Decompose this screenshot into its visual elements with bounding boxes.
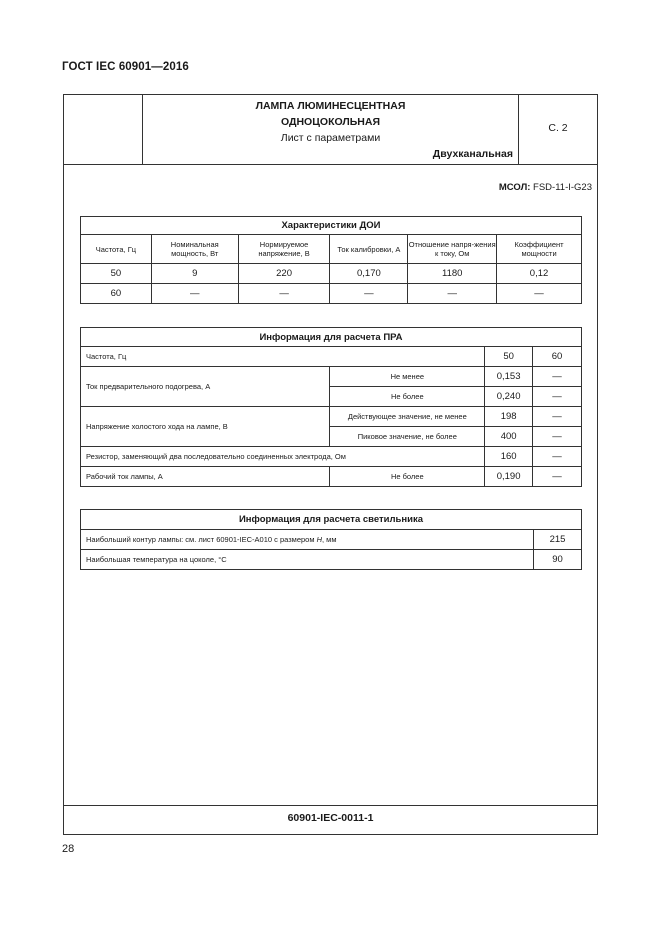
pra-condition: Не более xyxy=(330,387,485,407)
pra-label: Резистор, заменяющий два последовательно соединенных электрода, Ом xyxy=(81,447,485,467)
pra-value: — xyxy=(533,467,582,487)
pra-condition: Не менее xyxy=(330,367,485,387)
doi-cell: 60 xyxy=(81,284,152,304)
header-left-cell xyxy=(63,94,143,165)
pra-value: 50 xyxy=(485,347,533,367)
msol-label: МСОЛ: xyxy=(498,182,531,193)
luminaire-value: 90 xyxy=(534,550,582,570)
pra-label: Рабочий ток лампы, А xyxy=(81,467,330,487)
table-row xyxy=(81,407,582,427)
doi-cell: — xyxy=(330,284,408,304)
pra-value: 400 xyxy=(485,427,533,447)
table-row xyxy=(81,530,582,550)
pra-table-title: Информация для расчета ПРА xyxy=(81,328,582,347)
pra-value: — xyxy=(533,367,582,387)
msol-designation xyxy=(380,182,592,193)
pra-label: Ток предварительного подогрева, А xyxy=(81,367,330,407)
pra-value: — xyxy=(533,407,582,427)
sheet-code: 60901-IEC-0011-1 xyxy=(287,812,374,824)
table-row xyxy=(81,264,582,284)
pra-value: — xyxy=(533,387,582,407)
pra-value: 160 xyxy=(485,447,533,467)
luminaire-value: 215 xyxy=(534,530,582,550)
doi-header: Коэффициент мощности xyxy=(497,235,582,264)
table-row xyxy=(81,447,582,467)
doi-header: Нормируемое напряжение, В xyxy=(238,235,330,264)
doi-cell: 9 xyxy=(151,264,238,284)
doi-cell: 0,170 xyxy=(330,264,408,284)
pra-table xyxy=(80,327,582,487)
table-row xyxy=(81,367,582,387)
pra-condition: Пиковое значение, не более xyxy=(330,427,485,447)
doi-header: Номинальная мощность, Вт xyxy=(151,235,238,264)
doi-cell: — xyxy=(408,284,497,304)
pra-value: 60 xyxy=(533,347,582,367)
contour-label-variable: H xyxy=(316,535,323,544)
pra-label: Частота, Гц xyxy=(81,347,485,367)
pra-value: — xyxy=(533,447,582,467)
pra-value: — xyxy=(533,427,582,447)
header-divider xyxy=(63,164,598,165)
doi-header: Частота, Гц xyxy=(81,235,152,264)
doi-cell: 1180 xyxy=(408,264,497,284)
doi-table-title: Характеристики ДОИ xyxy=(81,217,582,235)
doi-table xyxy=(80,216,582,304)
luminaire-label: Наибольшая температура на цоколе, °С xyxy=(81,550,534,570)
doi-header: Ток калибровки, А xyxy=(330,235,408,264)
luminaire-table xyxy=(80,509,582,570)
pra-condition: Действующее значение, не менее xyxy=(330,407,485,427)
doi-cell: 50 xyxy=(81,264,152,284)
title-line-4: Двухканальная xyxy=(432,148,513,160)
luminaire-table-title: Информация для расчета светильника xyxy=(81,510,582,530)
luminaire-label xyxy=(81,530,534,550)
table-row xyxy=(81,347,582,367)
doi-cell: — xyxy=(151,284,238,304)
doi-cell: — xyxy=(238,284,330,304)
lamp-title xyxy=(143,98,518,130)
table-row xyxy=(81,284,582,304)
title-line-2: ОДНОЦОКОЛЬНАЯ xyxy=(280,116,381,128)
sheet-number: С. 2 xyxy=(548,122,568,134)
pra-value: 0,190 xyxy=(485,467,533,487)
pra-value: 0,240 xyxy=(485,387,533,407)
page-number: 28 xyxy=(62,843,75,855)
title-line-3: Лист с параметрами xyxy=(280,132,381,144)
msol-value: FSD-11-I-G23 xyxy=(533,182,592,193)
doi-cell: 0,12 xyxy=(497,264,582,284)
pra-value: 0,153 xyxy=(485,367,533,387)
doi-cell: — xyxy=(497,284,582,304)
footer-divider xyxy=(63,805,598,806)
pra-condition: Не более xyxy=(330,467,485,487)
table-row xyxy=(81,550,582,570)
doi-cell: 220 xyxy=(238,264,330,284)
title-line-1: ЛАМПА ЛЮМИНЕСЦЕНТНАЯ xyxy=(255,100,406,112)
doi-header: Отношение напря-жения к току, Ом xyxy=(408,235,497,264)
contour-label-unit: , мм xyxy=(322,535,337,544)
table-row xyxy=(81,467,582,487)
contour-label-text: Наибольший контур лампы: см. лист 60901-IEC-A010 с размером xyxy=(86,535,317,544)
standard-title: ГОСТ IEC 60901—2016 xyxy=(62,61,189,73)
pra-value: 198 xyxy=(485,407,533,427)
pra-label: Напряжение холостого хода на лампе, В xyxy=(81,407,330,447)
